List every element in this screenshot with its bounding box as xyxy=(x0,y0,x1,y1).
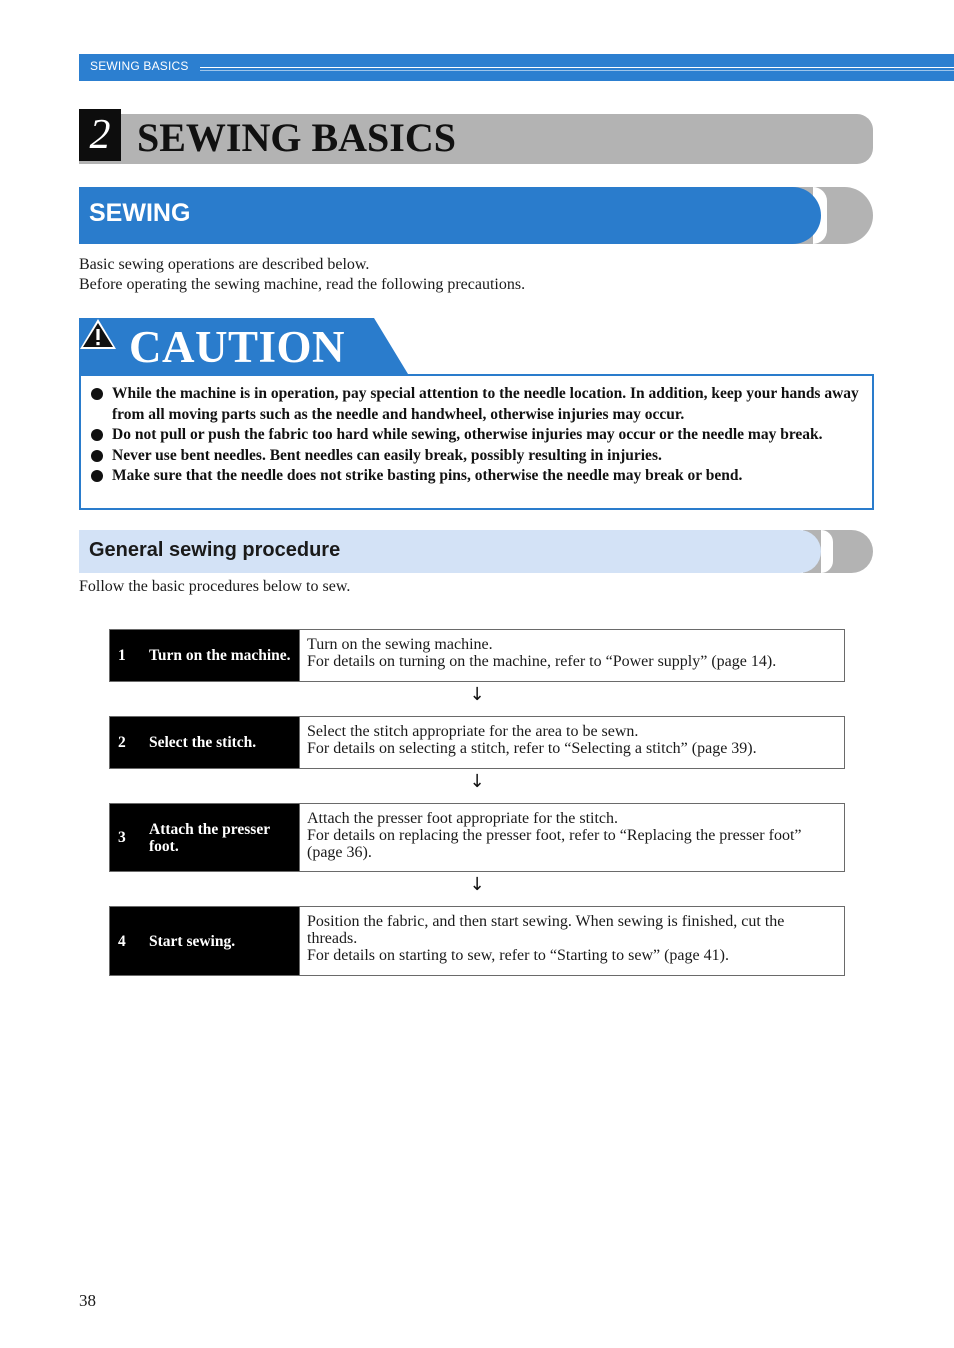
bullet-icon xyxy=(91,470,103,482)
step-label: Turn on the machine. xyxy=(149,647,291,664)
step-label: Select the stitch. xyxy=(149,734,257,751)
subsection-heading xyxy=(79,530,873,573)
bullet-icon xyxy=(91,450,103,462)
intro-line: Basic sewing operations are described below. xyxy=(79,256,370,273)
caution-item: Make sure that the needle does not strike basting pins, otherwise the needle may break or bend. xyxy=(89,466,859,487)
subsection-title: General sewing procedure xyxy=(89,539,341,561)
procedure-step-2 xyxy=(109,716,845,769)
caution-label: CAUTION xyxy=(129,322,346,372)
caution-item: Do not pull or push the fabric too hard while sewing, otherwise injuries may occur or the needle may break. xyxy=(89,425,859,446)
step-header xyxy=(110,630,299,681)
down-arrow-icon: ↓ xyxy=(469,874,485,895)
page-number: 38 xyxy=(79,1291,96,1310)
subsection-heading-bar xyxy=(79,530,821,573)
caution-item: Never use bent needles. Bent needles can easily break, possibly resulting in injuries. xyxy=(89,446,859,467)
step-number: 1 xyxy=(118,647,126,664)
step-description: Turn on the sewing machine. For details on turning on the machine, refer to “Power supply” (page 14). xyxy=(299,630,844,681)
step-header xyxy=(110,717,299,768)
down-arrow-icon: ↓ xyxy=(469,684,485,705)
running-header-text: SEWING BASICS xyxy=(90,59,189,73)
bullet-icon xyxy=(91,429,103,441)
intro-line: Before operating the sewing machine, read the following precautions. xyxy=(79,276,526,293)
chapter-heading xyxy=(79,114,873,164)
step-number: 2 xyxy=(118,734,126,751)
procedure-step-1 xyxy=(109,629,845,682)
step-description: Position the fabric, and then start sewing. When sewing is finished, cut the threads. For details on starting to sew, refer to “Starting to sew” (page 41). xyxy=(299,907,844,975)
step-header xyxy=(110,907,299,975)
running-header-rule xyxy=(200,67,954,68)
running-header xyxy=(79,54,954,81)
section-heading-bar xyxy=(79,187,821,244)
step-description: Select the stitch appropriate for the area to be sewn. For details on selecting a stitch, refer to “Selecting a stitch” (page 39). xyxy=(299,717,844,768)
caution-tab xyxy=(79,318,409,374)
step-number: 4 xyxy=(118,932,126,950)
caution-list xyxy=(89,384,859,487)
running-header-rule-secondary xyxy=(200,70,954,71)
chapter-number: 2 xyxy=(79,109,121,161)
section-title: SEWING xyxy=(89,199,191,227)
procedure-step-4 xyxy=(109,906,845,976)
procedure-intro: Follow the basic procedures below to sew. xyxy=(79,578,351,595)
step-description: Attach the presser foot appropriate for the stitch. For details on replacing the presser foot, refer to “Replacing the presser foot” (page 36). xyxy=(299,804,844,871)
section-heading xyxy=(79,187,873,244)
procedure-step-3 xyxy=(109,803,845,872)
intro-text xyxy=(79,255,525,295)
warning-triangle-icon xyxy=(79,318,117,350)
step-label: Attach the presser foot. xyxy=(149,820,270,855)
caution-box xyxy=(79,374,874,510)
down-arrow-icon: ↓ xyxy=(469,771,485,792)
chapter-title: SEWING BASICS xyxy=(137,115,457,160)
step-header xyxy=(110,804,299,871)
caution-item: While the machine is in operation, pay special attention to the needle location. In addition, keep your hands away from all moving parts such as the needle and handwheel, otherwise injuries may occur. xyxy=(89,384,859,425)
step-number: 3 xyxy=(118,829,126,846)
step-label: Start sewing. xyxy=(149,932,236,950)
bullet-icon xyxy=(91,388,103,400)
